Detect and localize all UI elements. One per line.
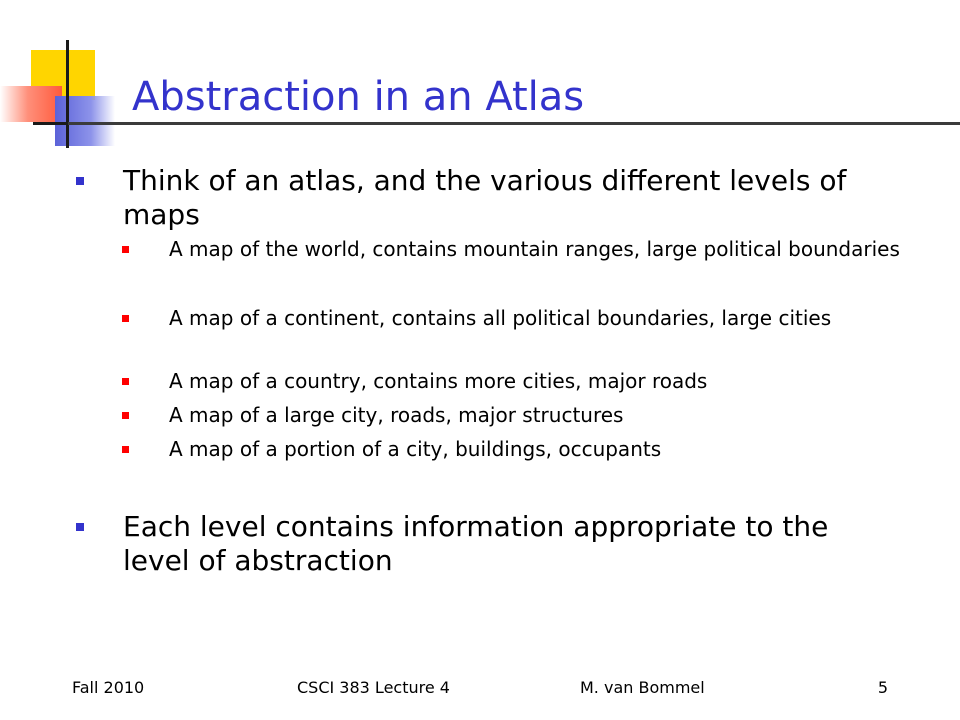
- sub-bullet-marker: [122, 378, 129, 385]
- footer-date: Fall 2010: [72, 678, 145, 697]
- slide-title: Abstraction in an Atlas: [132, 74, 585, 120]
- title-underline: [68, 122, 960, 125]
- sub-bullet-marker: [122, 412, 129, 419]
- bullet-text: Think of an atlas, and the various different levels of maps: [123, 164, 847, 231]
- footer-course: CSCI 383 Lecture 4: [297, 678, 450, 697]
- sub-bullet-text: A map of a continent, contains all political boundaries, large cities: [169, 306, 832, 330]
- sub-bullet-marker: [122, 246, 129, 253]
- sub-bullet-text: A map of a large city, roads, major structures: [169, 403, 624, 427]
- bullet-marker: [76, 523, 84, 531]
- sub-bullet-text: A map of a country, contains more cities, major roads: [169, 369, 708, 393]
- logo-blue-square: [55, 96, 115, 146]
- footer-author: M. van Bommel: [580, 678, 705, 697]
- footer-page-number: 5: [877, 678, 888, 697]
- sub-bullet-text: A map of a portion of a city, buildings, occupants: [169, 437, 662, 461]
- logo-vertical-line: [66, 40, 69, 148]
- sub-bullet-text: A map of the world, contains mountain ranges, large political boundaries: [169, 237, 900, 261]
- bullet-marker: [76, 177, 84, 185]
- bullet-text: Each level contains information appropriate to the level of abstraction: [123, 510, 829, 577]
- sub-bullet-marker: [122, 315, 129, 322]
- logo-red-square: [0, 86, 62, 122]
- sub-bullet-marker: [122, 446, 129, 453]
- corner-logo: [0, 0, 130, 160]
